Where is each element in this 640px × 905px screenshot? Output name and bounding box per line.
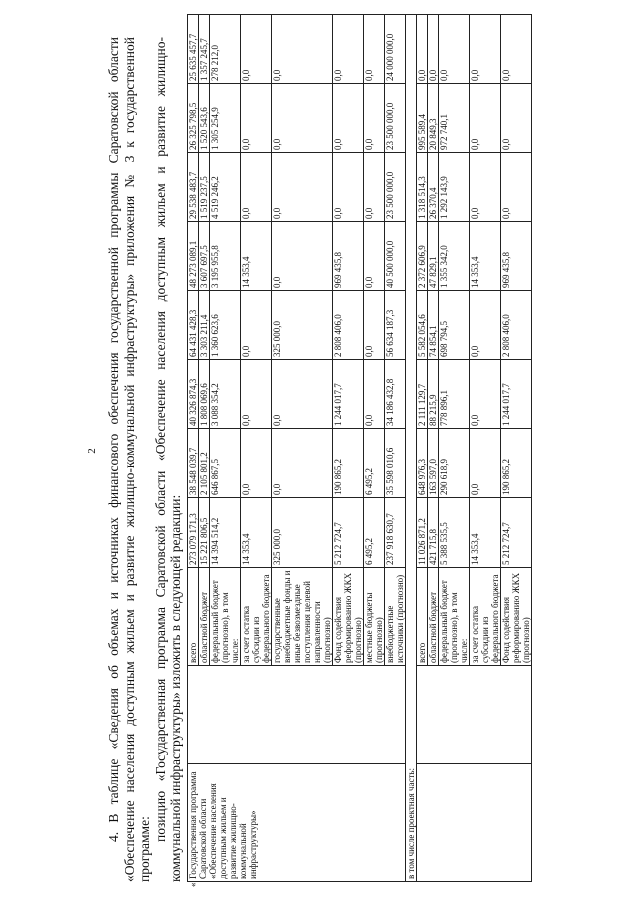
value-cell: 0,0: [332, 15, 363, 84]
intro-paragraph-1: 4. В таблице «Сведения об объемах и источниках финансового обеспечения государственной программы Саратовской области «Обеспечение населения доступным жильем и развитие жилищно-коммунальной инфраструктуры» приложения № 3 к государственной программе:: [106, 37, 152, 882]
value-cell: 25 635 457,7: [187, 15, 198, 84]
value-cell: 24 000 000,0: [384, 15, 405, 84]
value-cell: 0,0: [469, 429, 500, 498]
value-cell: 14 394 514,2: [209, 498, 240, 568]
value-cell: 0,0: [438, 15, 469, 84]
section-label: в том числе проектная часть:: [405, 15, 416, 882]
value-cell: 1 244 017,7: [332, 360, 363, 429]
value-cell: 29 538 483,7: [187, 153, 198, 222]
table-body-top: [187, 15, 531, 887]
value-cell: 0,0: [469, 360, 500, 429]
value-cell: 1 355 342,0: [438, 222, 469, 291]
value-cell: 972 740,1: [438, 84, 469, 153]
source-label: Фонд содействия реформированию ЖКХ (прогнозно): [332, 568, 363, 666]
value-cell: 0,0: [271, 153, 332, 222]
source-label: Фонд содействия реформированию ЖКХ (прогнозно): [500, 568, 531, 666]
value-cell: 0,0: [240, 429, 271, 498]
value-cell: 4 519 246,2: [209, 153, 240, 222]
value-cell: 1 520 543,6: [198, 84, 209, 153]
value-cell: 273 079 171,3: [187, 498, 198, 568]
source-label: за счет остатка субсидии из федерального бюджета: [469, 568, 500, 666]
value-cell: 325 000,0: [271, 498, 332, 568]
value-cell: 0,0: [363, 222, 384, 291]
value-cell: 646 867,5: [209, 429, 240, 498]
value-cell: 421 715,8: [427, 498, 438, 568]
program-name-cell: [187, 764, 405, 887]
empty-cell: [416, 666, 531, 764]
value-cell: 11 026 871,2: [416, 498, 427, 568]
page-number: 2: [86, 448, 98, 454]
value-cell: 38 548 039,7: [187, 429, 198, 498]
source-label: всего: [416, 568, 427, 666]
intro-paragraph-2: позицию «Государственная программа Саратовской области «Обеспечение населения доступным жильем и развитие жилищно-коммунальной инфраструктуры» изложить в следующей редакции:: [152, 37, 183, 882]
source-label: местные бюджеты (прогнозно): [363, 568, 384, 666]
value-cell: 1 808 069,6: [198, 360, 209, 429]
value-cell: 6 495,2: [363, 429, 384, 498]
value-cell: 14 353,4: [240, 498, 271, 568]
source-label: внебюджетные источники (прогнозно): [384, 568, 405, 666]
value-cell: 35 598 010,6: [384, 429, 405, 498]
value-cell: 56 634 187,3: [384, 291, 405, 360]
value-cell: 2 105 801,2: [198, 429, 209, 498]
value-cell: 648 976,3: [416, 429, 427, 498]
value-cell: 40 500 000,0: [384, 222, 405, 291]
value-cell: 0,0: [332, 153, 363, 222]
table-row: [187, 15, 198, 882]
value-cell: 0,0: [271, 15, 332, 84]
value-cell: 1 244 017,7: [500, 360, 531, 429]
table-row: [416, 15, 427, 882]
value-cell: 1 305 254,9: [209, 84, 240, 153]
value-cell: 0,0: [240, 291, 271, 360]
value-cell: 64 431 428,3: [187, 291, 198, 360]
value-cell: 5 212 724,7: [500, 498, 531, 568]
value-cell: 290 618,9: [438, 429, 469, 498]
open-quote: «: [187, 882, 198, 887]
value-cell: 15 221 806,5: [198, 498, 209, 568]
value-cell: 2 808 406,0: [500, 291, 531, 360]
value-cell: 0,0: [271, 222, 332, 291]
value-cell: 698 794,5: [438, 291, 469, 360]
value-cell: 0,0: [240, 153, 271, 222]
value-cell: 0,0: [332, 84, 363, 153]
value-cell: 0,0: [500, 153, 531, 222]
value-cell: 2 808 406,0: [332, 291, 363, 360]
value-cell: 74 854,1: [427, 291, 438, 360]
value-cell: 2 372 606,9: [416, 222, 427, 291]
value-cell: 47 829,1: [427, 222, 438, 291]
value-cell: 0,0: [240, 84, 271, 153]
value-cell: 40 326 874,3: [187, 360, 198, 429]
value-cell: 6 495,2: [363, 498, 384, 568]
source-label: областной бюджет: [427, 568, 438, 666]
value-cell: 325 000,0: [271, 291, 332, 360]
source-label: за счет остатка субсидии из федерального бюджета: [240, 568, 271, 666]
value-cell: 1 318 514,3: [416, 153, 427, 222]
rotated-content: [106, 22, 626, 887]
value-cell: 1 519 237,5: [198, 153, 209, 222]
value-cell: 23 500 000,0: [384, 153, 405, 222]
empty-cell: [187, 666, 405, 764]
value-cell: 0,0: [240, 15, 271, 84]
value-cell: 278 212,0: [209, 15, 240, 84]
value-cell: 995 589,4: [416, 84, 427, 153]
value-cell: 0,0: [363, 84, 384, 153]
value-cell: 0,0: [271, 429, 332, 498]
value-cell: 14 353,4: [469, 222, 500, 291]
source-label: областной бюджет: [198, 568, 209, 666]
program-name: Государственная программа Саратовской области «Обеспечение населения доступным жильем и развитие жилищно-коммунальной инфраструктуры»: [187, 771, 258, 879]
value-cell: 0,0: [363, 153, 384, 222]
value-cell: 26 325 798,5: [187, 84, 198, 153]
value-cell: 14 353,4: [240, 222, 271, 291]
financing-table: [187, 14, 532, 887]
source-label: всего: [187, 568, 198, 666]
value-cell: 237 918 630,7: [384, 498, 405, 568]
value-cell: 0,0: [240, 360, 271, 429]
value-cell: 0,0: [469, 15, 500, 84]
value-cell: 0,0: [469, 84, 500, 153]
empty-cell: [416, 764, 531, 882]
value-cell: 3 607 697,5: [198, 222, 209, 291]
value-cell: 1 357 245,7: [198, 15, 209, 84]
value-cell: 0,0: [363, 291, 384, 360]
value-cell: 1 292 143,9: [438, 153, 469, 222]
value-cell: 0,0: [271, 360, 332, 429]
value-cell: 0,0: [469, 153, 500, 222]
value-cell: 20 849,3: [427, 84, 438, 153]
value-cell: 0,0: [500, 15, 531, 84]
value-cell: 3 088 354,2: [209, 360, 240, 429]
value-cell: 0,0: [500, 84, 531, 153]
value-cell: 5 212 724,7: [332, 498, 363, 568]
value-cell: 778 896,1: [438, 360, 469, 429]
section-row: [405, 15, 416, 882]
value-cell: 0,0: [416, 15, 427, 84]
source-label: федеральный бюджет (прогнозно), в том числе:: [209, 568, 240, 666]
value-cell: 163 597,0: [427, 429, 438, 498]
intro-text: [106, 37, 184, 882]
value-cell: 190 865,2: [500, 429, 531, 498]
value-cell: 0,0: [469, 291, 500, 360]
value-cell: 2 111 129,7: [416, 360, 427, 429]
value-cell: 969 435,8: [332, 222, 363, 291]
value-cell: 14 353,4: [469, 498, 500, 568]
value-cell: 0,0: [271, 84, 332, 153]
value-cell: 1 360 623,6: [209, 291, 240, 360]
value-cell: 88 215,9: [427, 360, 438, 429]
value-cell: 34 186 432,8: [384, 360, 405, 429]
value-cell: 5 582 054,6: [416, 291, 427, 360]
value-cell: 969 435,8: [500, 222, 531, 291]
value-cell: 26 370,4: [427, 153, 438, 222]
source-label: государственные внебюджетные фонды и иные безвозмездные поступления целевой направленности (прогнозно): [271, 568, 332, 666]
value-cell: 3 195 955,8: [209, 222, 240, 291]
value-cell: 190 865,2: [332, 429, 363, 498]
value-cell: 5 388 535,5: [438, 498, 469, 568]
value-cell: 0,0: [363, 360, 384, 429]
value-cell: 0,0: [427, 15, 438, 84]
value-cell: 48 273 089,1: [187, 222, 198, 291]
value-cell: 0,0: [363, 15, 384, 84]
value-cell: 3 303 211,4: [198, 291, 209, 360]
source-label: федеральный бюджет (прогнозно), в том числе:: [438, 568, 469, 666]
value-cell: 23 500 000,0: [384, 84, 405, 153]
